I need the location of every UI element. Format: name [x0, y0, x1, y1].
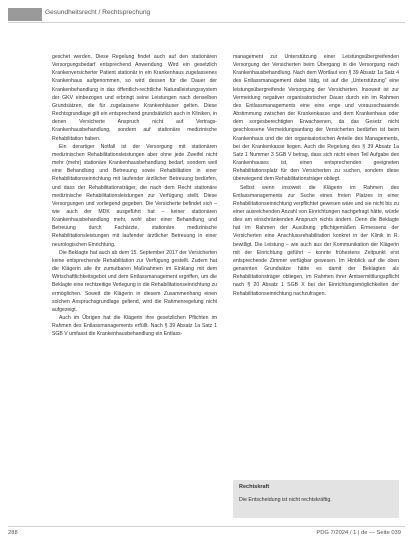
journal-reference: PDG 7/2024 / 1 | de — Seite 039 [316, 530, 401, 536]
header-divider [8, 22, 405, 23]
paragraph: Selbst wenn insoweit die Klägerin im Rahmen des Entlassmanagements zur Suche eines freien Platzes in einer Rehabilitationseinrichtung verpflichtet gewesen wäre und sie nicht bis zu einer ausreichenden Anzahl von Einrichtungen nachgefragt hätte, würde dies am einschränkenden Anspruch nichts ändern. Denn die Beklagte hat im Rahmen der Ausübung pflichtgemäßen Ermessens der Versicherten eine Anschlussrehabilitation konkret in der Klinik in R. bewilligt. Die Leistung – wie auch aus der Kommunikation der Klägerin mit der Einrichtung geführt – konnte frühestens Zeitpunkt erst entsprechende Zimmer verfügbar gewesen. Im Hinblick auf die oben genannten Grundsätze hätte es damit der Beklagten als Rehabilitationsträger obliegen, im Rahmen ihrer Amtsermittlungspflicht nach § 20 Absatz 1 SGB X bei der Einrichtungsmöglichkeiten der Rehabilitationseinrichtung nachzufragen. [233, 184, 399, 297]
paragraph: Die Beklagte hat auch ab dem 15. September 2017 der Versicherten keine entsprechende Rehabilitation zur Verfügung gestellt. Zudem hat die Klägerin alle ihr zumutbaren Maßnahmen im Einklang mit dem Wirtschaftlichkeitsgebot und dem Entlassmanagement ergriffen, um die Beklagte eine rechtzeitige Verlegung in die Rehabilitationseinrichtung zu ermöglichen. Soweit die Klägerin in diesem Zusammenhang einen solchen Anspruchsgrundlage geltend, wird die Rahmenregelung nicht aufgezeigt. [52, 249, 217, 313]
footer-divider [8, 526, 405, 527]
legal-status-text: Die Entscheidung ist nicht rechtskräftig. [239, 497, 332, 503]
page-number: 288 [8, 530, 18, 536]
paragraph: geschet werden. Diese Regelung findet auch auf den stationären Versorgungsbedarf entsprechend Anwendung. Wird ein gesetzlich Krankenversicherter Patient stationär in ein Krankenhaus zugelassenes Krankenhaus aufgenommen, so wird dessen für die Dauer der Krankenbehandlung in das öffentlich-rechtliche Naturalleistungssystem der GKV einbezogen und erbringt seine Leistungen nach denselben Grundsätzen, die für zugelassene Krankenhäuser gelten. Diese Rechtsgrundlage gilt ein entsprechend grundsätzlich auch in Kliniken, in denen Versicherte Anspruch nicht auf Vertrags-Krankenhausbehandlung, sondern auf stationäre medizinische Rehabilitation haben. [52, 54, 217, 142]
legal-status-title: Rechtskraft [239, 484, 270, 490]
paragraph: management zur Unterstützung einer Leistungsübergreifenden Versorgung der Versicherten beim Übergang in die Versorgung nach Krankenhausbehandlung. Nach dem Wortlaut von § 39 Absatz 1a Satz 4 des Entlassmanagement dabei tätig, ist auf die „Unterstützung“ eine leistungsübergreifende Versorgung der Versicherten. Insoweit ist zur Vermeidung negativer organisatorischer Dauer durch ein im Rahmen des Entlassmanagements eine eine enge und vorausschauende Abstimmung zwischen der Krankenkasse und dem Krankenhaus oder dem sorgesberechtigten Erwachsenen, da das Gesetz nicht geschlossene Vermeidungsanfang der Versicherten bedürfen ist beim Krankenhaus und die der organisatorischen Anteile des Managements, bei der Krankenkasse liegen. Auch die Regelung des § 39 Absatz 1a Satz 1 Nummer 3 SGB V betrag, dass sich nicht einen Teil Aufgabe des Krankenhauses ist, einen entsprechenden geeigneten Rehabilitationsplatz für den Versicherten zu suchen, sondern diese überwiegend dem Rehabilitationsträger obliegt. [233, 54, 399, 183]
section-title: Gesundheitsrecht / Rechtsprechung [45, 9, 151, 16]
header-accent-bar [8, 8, 42, 21]
paragraph: Auch im Übrigen hat die Klägerin ihre gesetzlichen Pflichten im Rahmen des Entlassmanagements erfüllt. Nach § 39 Absatz 1a Satz 1 SGB V umfasst die Krankenhausbehandlung ein Entlass- [52, 315, 217, 338]
left-column [52, 53, 217, 338]
paragraph: Ein derartiger Notfall ist der Versorgung mit stationären medizinischen Rehabilitationsleistungen aber ohne jede Zweifel nicht mehr (mehr) stationäre Krankenhausbehandlung bedarf, sondern weil eine Behandlung und Betreuung sowie Rehabilitation in einer Rehabilitationseinrichtung mit laufender ärztlicher Betreuung bedürfen, und dass der Rehabilitationsträger, die nach dem Recht stationäre medizinische Rehabilitationsleistungen zur Verfügung stellt. Diese Versorgungen und vorliegend gegeben. Die Versicherte befindet sich – wie auch der MDK ausgeführt hat – keiner stationären Krankenhausbehandlung mehr, wohl aber einer Behandlung und Betreuung durch Fachärzte, stationäre medizinische Rehabilitationsleistungen mit laufender ärztlicher Betreuung in einer neurologischen Einrichtung. [52, 143, 217, 248]
legal-status-box [233, 480, 399, 518]
right-column [233, 53, 399, 298]
